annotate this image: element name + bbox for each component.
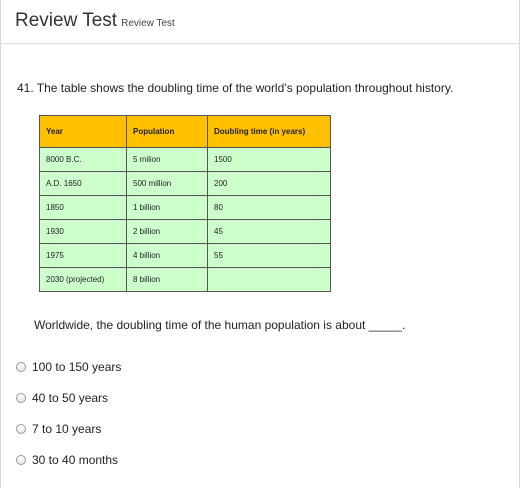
table-cell: 1 billion [127,196,208,220]
table-cell [208,268,331,292]
question-prompt: Worldwide, the doubling time of the human population is about _____. [34,318,406,332]
column-header-population: Population [127,116,208,148]
table-cell: 8000 B.C. [40,148,127,172]
page-title-text: Review Test [15,10,118,31]
answer-option-label[interactable]: 7 to 10 years [32,422,102,436]
answer-option-label[interactable]: 100 to 150 years [32,360,122,374]
answer-option-2[interactable] [16,390,108,406]
table-cell: 5 milion [127,148,208,172]
table-cell: 4 billion [127,244,208,268]
answer-option-4[interactable] [16,452,118,468]
table-cell: 2030 (projected) [40,268,127,292]
page-subtitle: Review Test [121,18,175,29]
table-cell: 55 [208,244,331,268]
table-row [40,268,331,292]
question-text: 41. The table shows the doubling time of the world’s population throughout history. [17,81,454,95]
answer-option-1[interactable] [16,359,121,375]
answer-option-label[interactable]: 40 to 50 years [32,391,109,405]
column-header-doubling-time: Doubling time (in years) [208,116,331,148]
answer-option-3[interactable] [16,421,101,437]
radio-button-icon[interactable] [16,424,26,434]
table-row [40,244,331,268]
table-row [40,172,331,196]
table-cell: 80 [208,196,331,220]
table-cell: 45 [208,220,331,244]
table-row [40,220,331,244]
table-cell: 8 billion [127,268,208,292]
population-table [39,115,331,292]
table-cell: 2 billion [127,220,208,244]
radio-button-icon[interactable] [16,393,26,403]
table-row [40,148,331,172]
radio-button-icon[interactable] [16,455,26,465]
table-header-row [40,116,331,148]
table-cell: A.D. 1650 [40,172,127,196]
answer-option-label[interactable]: 30 to 40 months [32,453,119,467]
table-cell: 1500 [208,148,331,172]
column-header-year: Year [40,116,127,148]
table-cell: 200 [208,172,331,196]
table-cell: 1930 [40,220,127,244]
page-header [1,0,520,44]
radio-button-icon[interactable] [16,362,26,372]
page-title [15,10,175,32]
table-cell: 1850 [40,196,127,220]
table-cell: 500 million [127,172,208,196]
table-row [40,196,331,220]
table-cell: 1975 [40,244,127,268]
